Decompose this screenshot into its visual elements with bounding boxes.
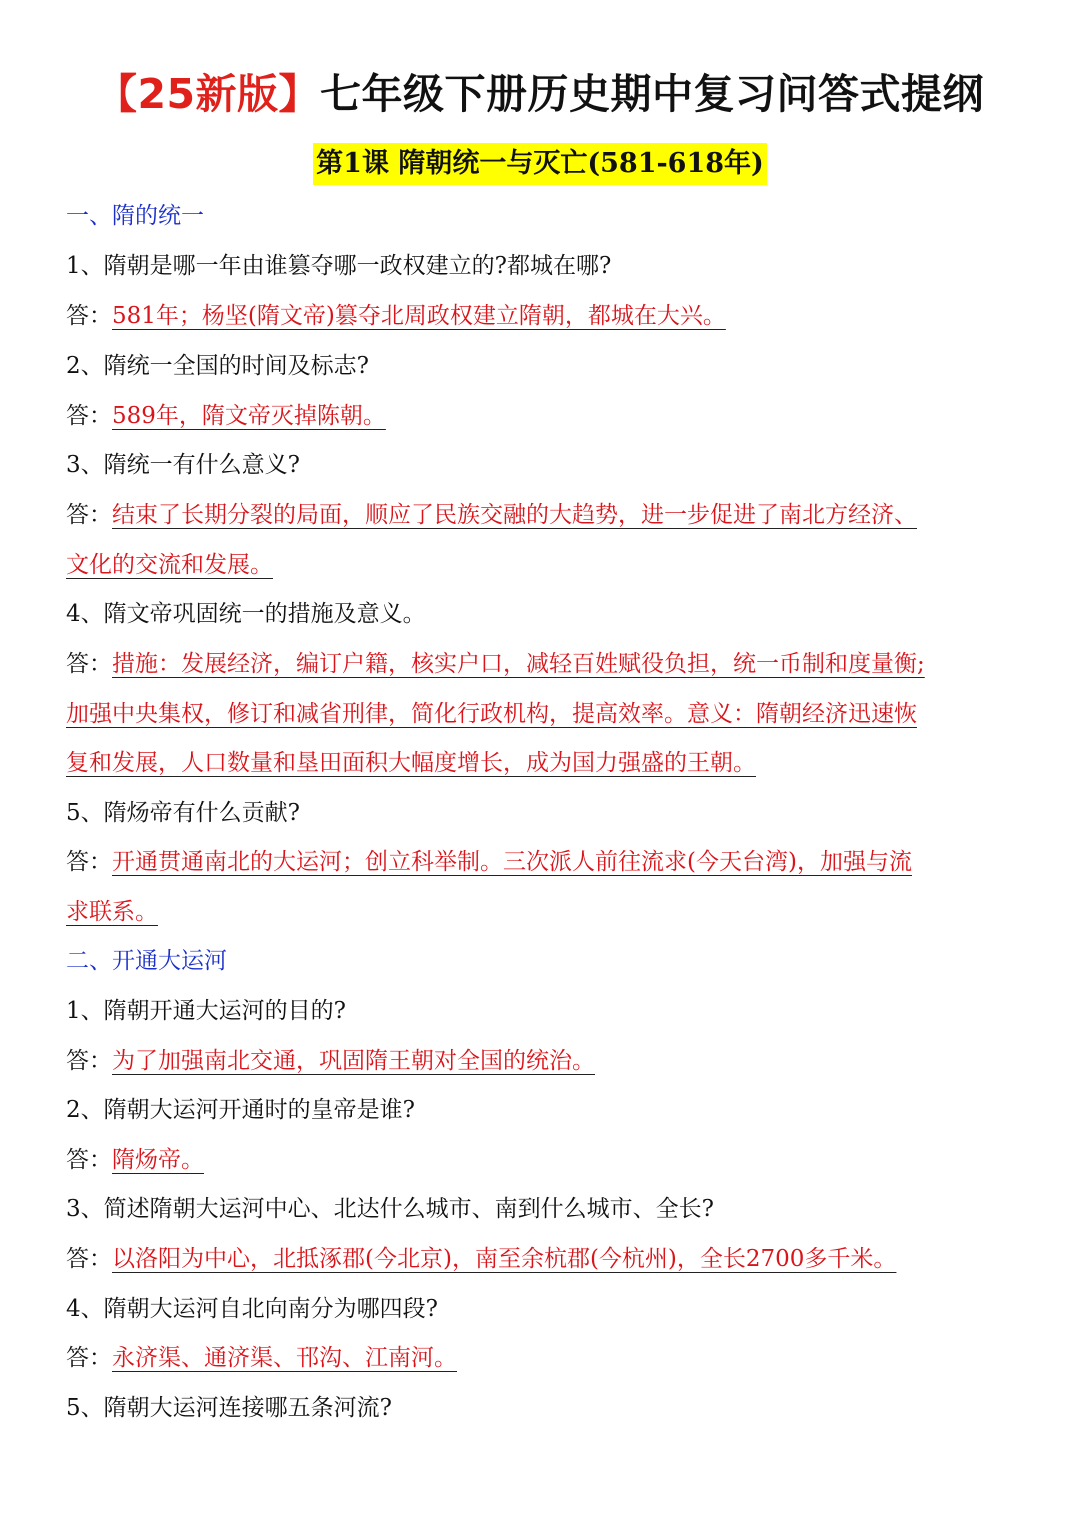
answer-line xyxy=(66,300,1026,332)
lesson-heading-row xyxy=(0,143,1080,185)
answer-text: 为了加强南北交通，巩固隋王朝对全国的统治。 xyxy=(112,1048,595,1074)
answer-text: 加强中央集权，修订和减省刑律，简化行政机构，提高效率。意义：隋朝经济迅速恢 xyxy=(66,701,917,727)
answer-line-continued xyxy=(66,549,1026,581)
answer-label: 答： xyxy=(66,1345,112,1371)
question-text: 1、隋朝开通大运河的目的? xyxy=(66,998,346,1024)
answer-line xyxy=(66,400,1026,432)
answer-line xyxy=(66,1045,1026,1077)
lesson-heading: 第1课 隋朝统一与灭亡(581-618年) xyxy=(313,143,767,185)
page-title xyxy=(0,66,1080,122)
question-text: 4、隋文帝巩固统一的措施及意义。 xyxy=(66,601,426,627)
answer-line-continued xyxy=(66,698,1026,730)
answer-label: 答： xyxy=(66,502,112,528)
section-heading: 二、开通大运河 xyxy=(66,948,227,974)
answer-text: 永济渠、通济渠、邗沟、江南河。 xyxy=(112,1345,457,1371)
answer-line xyxy=(66,499,1026,531)
answer-text: 文化的交流和发展。 xyxy=(66,552,273,578)
question-text: 1、隋朝是哪一年由谁篡夺哪一政权建立的?都城在哪? xyxy=(66,253,612,279)
answer-text: 581年；杨坚(隋文帝)篡夺北周政权建立隋朝，都城在大兴。 xyxy=(112,303,726,329)
question-text: 5、隋朝大运河连接哪五条河流? xyxy=(66,1395,392,1421)
answer-text: 结束了长期分裂的局面，顺应了民族交融的大趋势，进一步促进了南北方经济、 xyxy=(112,502,917,528)
answer-line xyxy=(66,648,1026,680)
answer-label: 答： xyxy=(66,1147,112,1173)
answer-text: 复和发展，人口数量和垦田面积大幅度增长，成为国力强盛的王朝。 xyxy=(66,750,756,776)
answer-label: 答： xyxy=(66,403,112,429)
question-text: 3、简述隋朝大运河中心、北达什么城市、南到什么城市、全长? xyxy=(66,1196,714,1222)
answer-text: 求联系。 xyxy=(66,899,158,925)
answer-text: 隋炀帝。 xyxy=(112,1147,204,1173)
answer-line xyxy=(66,1243,1026,1275)
answer-line xyxy=(66,1342,1026,1374)
question-text: 5、隋炀帝有什么贡献? xyxy=(66,800,300,826)
question-text: 4、隋朝大运河自北向南分为哪四段? xyxy=(66,1296,438,1322)
section-heading: 一、隋的统一 xyxy=(66,203,204,229)
answer-label: 答： xyxy=(66,1048,112,1074)
answer-text: 以洛阳为中心，北抵涿郡(今北京)，南至余杭郡(今杭州)，全长2700多千米。 xyxy=(112,1246,897,1272)
answer-label: 答： xyxy=(66,1246,112,1272)
answer-label: 答： xyxy=(66,849,112,875)
question-text: 2、隋统一全国的时间及标志? xyxy=(66,353,369,379)
answer-label: 答： xyxy=(66,303,112,329)
answer-text: 589年，隋文帝灭掉陈朝。 xyxy=(112,403,386,429)
question-text: 3、隋统一有什么意义? xyxy=(66,452,300,478)
answer-line-continued xyxy=(66,747,1026,779)
answer-label: 答： xyxy=(66,651,112,677)
title-main-text: 七年级下册历史期中复习问答式提纲 xyxy=(320,70,985,118)
title-edition-tag: 【25新版】 xyxy=(95,70,321,118)
answer-text: 措施：发展经济，编订户籍，核实户口，减轻百姓赋役负担，统一币制和度量衡; xyxy=(112,651,925,677)
answer-line-continued xyxy=(66,896,1026,928)
answer-line xyxy=(66,1144,1026,1176)
answer-line xyxy=(66,846,1026,878)
answer-text: 开通贯通南北的大运河；创立科举制。三次派人前往流求(今天台湾)，加强与流 xyxy=(112,849,912,875)
question-text: 2、隋朝大运河开通时的皇帝是谁? xyxy=(66,1097,415,1123)
